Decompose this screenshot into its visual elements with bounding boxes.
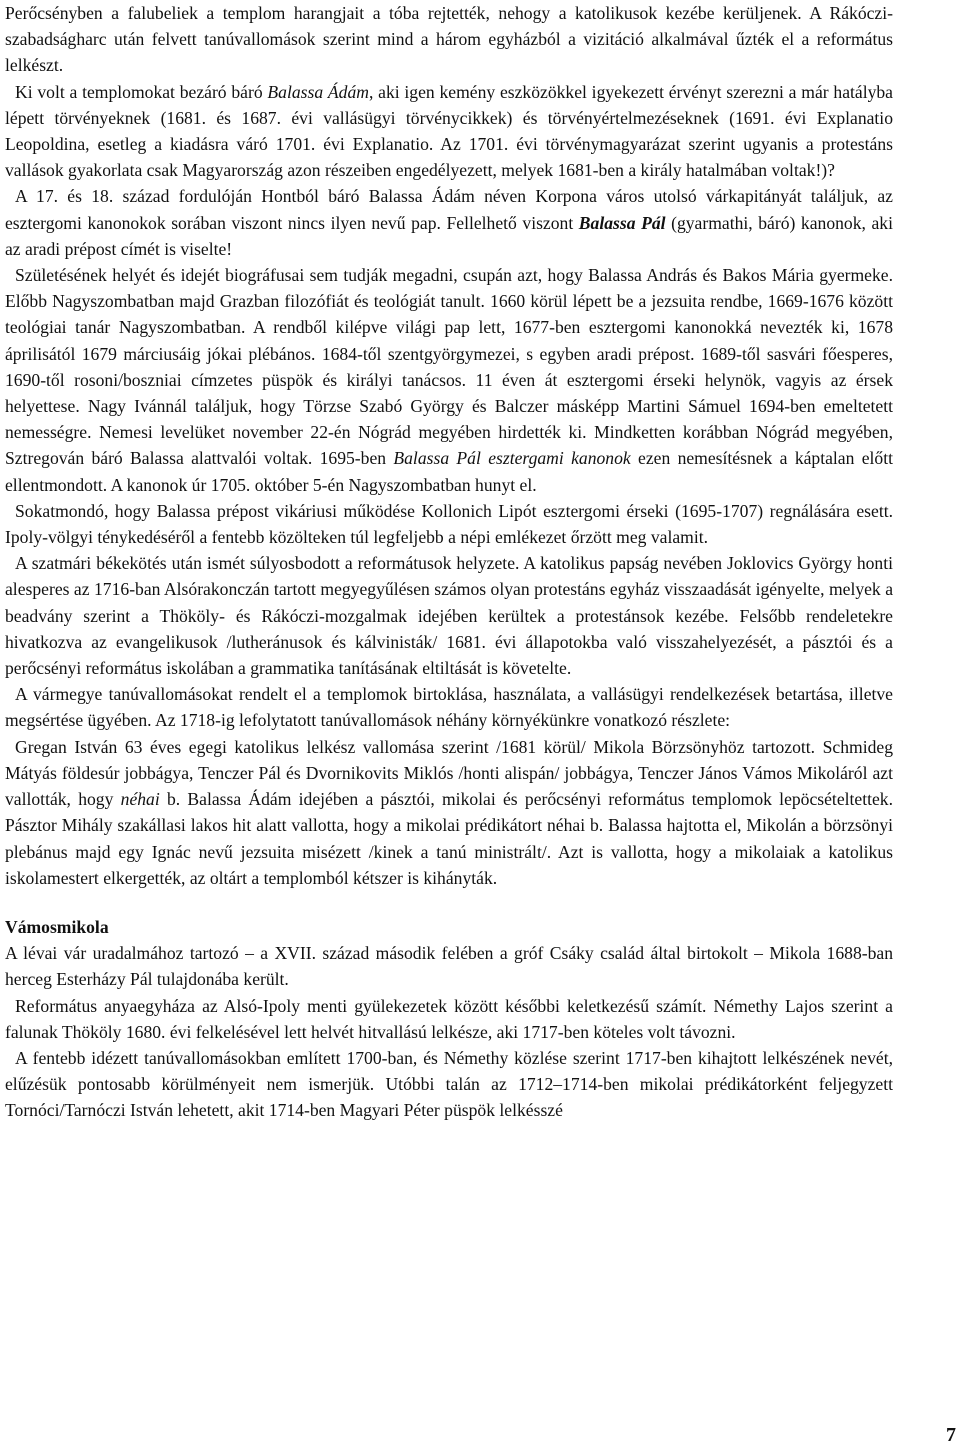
paragraph bbox=[5, 550, 893, 681]
text-run: A fentebb idézett tanúvallomásokban említett 1700-ban, és Némethy közlése szerint 1717-ben kihajtott lelkészének nevét, elűzésük pontosabb körülményeit nem ismerjük. Utóbbi talán az 1712–1714-ben mikolai prédikátorként feljegyzett Tornóci/Tarnóczi István lehetett, akit 1714-ben Magyari Péter püspök lelkésszé bbox=[5, 1047, 893, 1121]
text-run: A lévai vár uradalmához tartozó – a XVII. század második felében a gróf Csáky család által birtokolt – Mikola 1688-ban herceg Esterházy Pál tulajdonába került. bbox=[5, 943, 893, 990]
paragraph bbox=[5, 79, 893, 184]
paragraph bbox=[5, 498, 893, 550]
text-run: Perőcsényben a falubeliek a templom harangjait a tóba rejtették, nehogy a katolikusok kezébe kerüljenek. A Rákóczi-szabadságharc után felvett tanúvallomások szerint mind a három egyházból a vizitáció alkalmával űzték el a református lelkészt. bbox=[5, 3, 893, 76]
text-run: Református anyaegyháza az Alsó-Ipoly menti gyülekezetek között későbbi keletkezésű számít. Némethy Lajos szerint a falunak Thököly 1680. évi felkelésével lett helvét hitvallású lelkésze, aki 1717-ben köteles volt távozni. bbox=[5, 995, 893, 1042]
text-run: ezen nemesítésnek a káptalan előtt ellentmondott. A kanonok úr 1705. október 5-én Nagyszombatban hunyt el. bbox=[5, 448, 894, 495]
emphasis-text: néhai bbox=[120, 789, 160, 810]
text-run: A szatmári békekötés után ismét súlyosbodott a reformátusok helyzete. A katolikus papság nevében Joklovics György honti alesperes az 1716-ban Alsórakonczán tartott megyegyűlésen számos olyan protestáns egyház visszaadását igényelte, melyek a beadvány szerint a Thököly- és Rákóczi-mozgalmak idejében kerültek a protestánsok kezébe. Felsőbb rendeletekre hivatkozva az evangelikusok /lutheránusok és kálvinisták/ 1681. évi állapotokba való visszahelyezését, a pásztói és a perőcsényi református iskolában a grammatika tanításának eltiltását is követelte. bbox=[5, 553, 893, 679]
text-run: Születésének helyét és idejét biográfusai sem tudják megadni, csupán azt, hogy Balassa András és Bakos Mária gyermeke. Előbb Nagyszombatban majd Grazban filozófiát és teológiát tanult. 1660 körül lépett be a jezsuita rendbe, 1669-1676 között teológiai tanár Nagyszombatban. A rendből kilépve világi pap lett, 1677-ben esztergomi kanonokká nevezték ki, 1678 áprilisától 1679 márciusáig jókai plébános. 1684-től szentgyörgymezei, s egyben aradi prépost. 1689-től sasvári főesperes, 1690-től rosoni/boszniai címzetes püspök és királyi tanácsos. 11 éven át esztergomi érseki helynök, vagyis az érsek helyettese. Nagy Ivánnál találjuk, hogy Törzse Szabó György és Balczer másképp Martini Sámuel 1694-ben emeltetett nemességre. Nemesi levelüket november 22-én Nógrád megyében hirdették ki. Mindketten korábban Nógrád megyében, Sztregován báró Balassa alattvalói voltak. 1695-ben bbox=[5, 265, 893, 469]
text-run: A vármegye tanúvallomásokat rendelt el a templomok birtoklása, használata, a vallásügyi rendelkezések betartása, illetve megsértése ügyében. Az 1718-ig lefolytatott tanúvallomások néhány környékünkre vonatkozó részlete: bbox=[5, 684, 893, 731]
paragraph bbox=[5, 262, 893, 498]
strong-emphasis bbox=[579, 213, 666, 233]
emphasis-text: Balassa Pál bbox=[578, 212, 666, 233]
text-run: b. Balassa Ádám idejében a pásztói, mikolai és perőcsényi református templomok lepöcsételtettek. Pásztor Mihály szakállasi lakos hit alatt vallotta, hogy a mikolai prédikátort néhai b. Balassa hajtotta el, Mikolán a börzsönyi plebánus majd egy Ignác nevű jezsuita misézett /kinek a tanú ministrált/. Azt is vallotta, hogy a mikolaiak a katolikus iskolamestert elkergették, az oltárt a templomból kétszer is kihányták. bbox=[5, 789, 893, 888]
page-number: 7 bbox=[946, 1424, 956, 1446]
text-run: , aki igen kemény eszközökkel igyekezett érvényt szerezni a már hatályba lépett törvényeknek (1681. és 1687. évi vallásügyi törvénycikkek) és törvényértelmezéseknek (1691. évi Explanatio Leopoldina, esetleg a kiadásra váró 1701. évi Explanatio. Az 1701. évi törvénymagyarázat szerint ugyanis a protestáns vallások gyakorlata csak Magyarország azon részeiben engedélyezett, melyek 1681-ben a király hatalmában voltak!)? bbox=[5, 81, 893, 181]
text-run: A 17. és 18. század fordulóján Hontból báró Balassa Ádám néven Korpona város utolsó várkapitányát találjuk, az esztergomi kanonokok sorában viszont nincs ilyen nevű pap. Fellelhető viszont bbox=[5, 186, 893, 233]
emphasis-text: Balassa Pál esztergami kanonok bbox=[393, 448, 631, 469]
text-run: Ki volt a templomokat bezáró báró bbox=[15, 81, 268, 102]
paragraph bbox=[5, 940, 893, 992]
paragraph bbox=[5, 0, 893, 79]
paragraph bbox=[5, 734, 893, 891]
text-run: (gyarmathi, báró) kanonok, aki az aradi prépost címét is viselte! bbox=[5, 212, 893, 259]
emphasis-text: Balassa Ádám bbox=[267, 81, 369, 102]
text-run: Gregan István 63 éves egegi katolikus lelkész vallomása szerint /1681 körül/ Mikola Börzsönyhöz tartozott. Schmideg Mátyás földesúr jobbágya, Tenczer Pál és Dvornikovits Miklós /honti alispán/ jobbágya, Tenczer János Vámos Mikoláról azt vallották, hogy bbox=[5, 736, 893, 810]
paragraph bbox=[5, 1045, 893, 1124]
paragraph bbox=[5, 183, 893, 262]
body-text bbox=[5, 0, 893, 1124]
paragraph bbox=[5, 993, 893, 1045]
section-heading: Vámosmikola bbox=[5, 916, 109, 937]
text-run: Sokatmondó, hogy Balassa prépost vikáriusi működése Kollonich Lipót esztergomi érseki (1695-1707) regnálására esett. Ipoly-völgyi ténykedéséről a fentebb közölteken túl legfeljebb a népi emlékezet őrzött meg valamit. bbox=[5, 500, 893, 548]
paragraph bbox=[5, 681, 893, 733]
